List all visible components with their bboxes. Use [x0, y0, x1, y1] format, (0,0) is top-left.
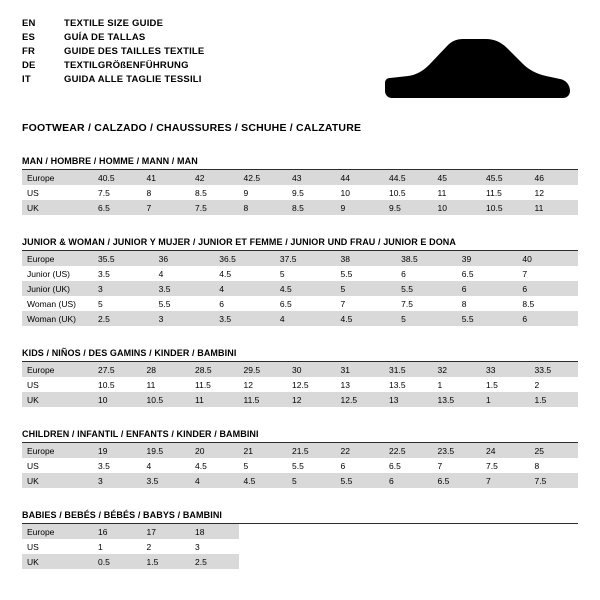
- size-cell: 4: [190, 473, 239, 488]
- size-cell: 4.5: [275, 281, 336, 296]
- language-title-table: [22, 18, 204, 88]
- size-cell: 22: [336, 443, 385, 458]
- size-cell: 7.5: [93, 185, 142, 200]
- size-cell-empty: [336, 554, 385, 569]
- language-row: [22, 74, 204, 88]
- language-code: FR: [22, 46, 36, 57]
- size-cell: 5: [239, 458, 288, 473]
- size-cell-empty: [239, 539, 288, 554]
- size-cell: 17: [142, 524, 191, 539]
- size-cell: 19: [93, 443, 142, 458]
- size-cell: 12.5: [287, 377, 336, 392]
- group-title: CHILDREN / INFANTIL / ENFANTS / KINDER / BAMBINI: [22, 429, 578, 443]
- size-group-children: [22, 429, 578, 488]
- size-cell-empty: [336, 539, 385, 554]
- table-row: [22, 554, 578, 569]
- language-row: [22, 46, 204, 60]
- row-label: Europe: [22, 170, 93, 185]
- size-cell: 1: [433, 377, 482, 392]
- size-cell: 3: [190, 539, 239, 554]
- size-cell: 21: [239, 443, 288, 458]
- size-cell: 4: [154, 266, 215, 281]
- size-cell: 5.5: [154, 296, 215, 311]
- size-cell: 7.5: [530, 473, 579, 488]
- size-cell-empty: [336, 524, 385, 539]
- group-title: JUNIOR & WOMAN / JUNIOR Y MUJER / JUNIOR ET FEMME / JUNIOR UND FRAU / JUNIOR E DONA: [22, 237, 578, 251]
- size-cell: 13.5: [384, 377, 433, 392]
- row-label: Europe: [22, 443, 93, 458]
- size-cell-empty: [287, 554, 336, 569]
- size-cell: 5: [396, 311, 457, 326]
- size-cell: 19.5: [142, 443, 191, 458]
- size-cell: 0.5: [93, 554, 142, 569]
- size-cell: 25: [530, 443, 579, 458]
- size-cell: 11.5: [190, 377, 239, 392]
- size-cell: 22.5: [384, 443, 433, 458]
- page-title: FOOTWEAR / CALZADO / CHAUSSURES / SCHUHE / CALZATURE: [22, 122, 362, 134]
- size-cell: 32: [433, 362, 482, 377]
- language-title: TEXTILGRÖßENFÜHRUNG: [64, 60, 189, 71]
- table-row: [22, 473, 578, 488]
- size-cell: 35.5: [93, 251, 154, 266]
- size-cell: 1.5: [530, 392, 579, 407]
- size-cell: 11: [433, 185, 482, 200]
- size-cell: 3.5: [93, 458, 142, 473]
- size-cell: 27.5: [93, 362, 142, 377]
- table-row: [22, 362, 578, 377]
- size-cell: 44: [336, 170, 385, 185]
- size-cell: 3: [93, 281, 154, 296]
- size-cell: 6.5: [275, 296, 336, 311]
- size-cell: 6.5: [433, 473, 482, 488]
- size-cell: 42: [190, 170, 239, 185]
- size-cell-empty: [287, 539, 336, 554]
- size-cell: 11.5: [239, 392, 288, 407]
- size-cell-empty: [287, 524, 336, 539]
- size-cell: 3: [93, 473, 142, 488]
- language-title: GUIDE DES TAILLES TEXTILE: [64, 46, 205, 57]
- group-title: BABIES / BEBÉS / BÉBÉS / BABYS / BAMBINI: [22, 510, 578, 524]
- size-cell: 7.5: [396, 296, 457, 311]
- row-label: Europe: [22, 362, 93, 377]
- size-cell: 1.5: [481, 377, 530, 392]
- table-row: [22, 185, 578, 200]
- size-cell: 7: [517, 266, 578, 281]
- size-cell-empty: [433, 554, 482, 569]
- size-cell: 3: [154, 311, 215, 326]
- size-cell: 8: [457, 296, 518, 311]
- row-label: Europe: [22, 251, 93, 266]
- size-cell: 20: [190, 443, 239, 458]
- size-cell: 33: [481, 362, 530, 377]
- language-code: ES: [22, 32, 36, 43]
- table-row: [22, 200, 578, 215]
- size-cell: 2: [530, 377, 579, 392]
- size-cell: 11: [190, 392, 239, 407]
- size-table-kids: [22, 362, 578, 407]
- size-cell: 4: [275, 311, 336, 326]
- size-cell: 4: [142, 458, 191, 473]
- size-cell-empty: [433, 524, 482, 539]
- size-table-babies: [22, 524, 578, 569]
- size-cell: 4.5: [190, 458, 239, 473]
- size-cell: 7.5: [190, 200, 239, 215]
- size-cell: 23.5: [433, 443, 482, 458]
- row-label: Woman (UK): [22, 311, 93, 326]
- size-cell: 21.5: [287, 443, 336, 458]
- size-cell: 9.5: [287, 185, 336, 200]
- table-row: [22, 524, 578, 539]
- size-cell: 31: [336, 362, 385, 377]
- size-cell: 6.5: [384, 458, 433, 473]
- size-cell: 10: [433, 200, 482, 215]
- row-label: Junior (US): [22, 266, 93, 281]
- size-cell: 8: [530, 458, 579, 473]
- size-cell: 4: [214, 281, 275, 296]
- language-row: [22, 60, 204, 74]
- language-code: IT: [22, 74, 31, 85]
- size-cell: 2: [142, 539, 191, 554]
- size-group-babies: [22, 510, 578, 569]
- table-row: [22, 170, 578, 185]
- size-cell: 39: [457, 251, 518, 266]
- size-group-man: [22, 156, 578, 215]
- size-cell: 36.5: [214, 251, 275, 266]
- size-cell-empty: [239, 524, 288, 539]
- size-cell: 5.5: [287, 458, 336, 473]
- size-cell: 1: [93, 539, 142, 554]
- size-cell: 1: [481, 392, 530, 407]
- row-label: US: [22, 458, 93, 473]
- size-cell: 16: [93, 524, 142, 539]
- size-cell: 8.5: [287, 200, 336, 215]
- row-label: UK: [22, 554, 93, 569]
- language-row: [22, 18, 204, 32]
- table-row: [22, 251, 578, 266]
- size-cell: 6: [396, 266, 457, 281]
- size-cell: 13: [336, 377, 385, 392]
- row-label: US: [22, 185, 93, 200]
- row-label: US: [22, 539, 93, 554]
- table-row: [22, 266, 578, 281]
- size-cell-empty: [481, 539, 530, 554]
- group-title: MAN / HOMBRE / HOMME / MANN / MAN: [22, 156, 578, 170]
- size-cell: 12: [287, 392, 336, 407]
- language-title: GUÍA DE TALLAS: [64, 32, 146, 43]
- size-cell: 8: [142, 185, 191, 200]
- size-cell-empty: [433, 539, 482, 554]
- size-cell: 6.5: [93, 200, 142, 215]
- size-cell: 2.5: [190, 554, 239, 569]
- size-cell: 40.5: [93, 170, 142, 185]
- size-cell: 2.5: [93, 311, 154, 326]
- language-title: GUIDA ALLE TAGLIE TESSILI: [64, 74, 202, 85]
- page-header: [22, 18, 578, 106]
- size-cell: 9.5: [384, 200, 433, 215]
- size-cell: 38.5: [396, 251, 457, 266]
- row-label: US: [22, 377, 93, 392]
- size-cell: 46: [530, 170, 579, 185]
- size-cell: 10.5: [384, 185, 433, 200]
- size-cell: 28.5: [190, 362, 239, 377]
- size-cell: 11: [142, 377, 191, 392]
- size-cell: 31.5: [384, 362, 433, 377]
- dress-shoe-icon: [382, 36, 572, 102]
- size-cell: 37.5: [275, 251, 336, 266]
- size-cell: 7: [481, 473, 530, 488]
- size-cell-empty: [384, 554, 433, 569]
- size-cell: 3.5: [154, 281, 215, 296]
- size-cell: 7: [433, 458, 482, 473]
- size-cell: 6: [457, 281, 518, 296]
- group-title: KIDS / NIÑOS / DES GAMINS / KINDER / BAMBINI: [22, 348, 578, 362]
- table-row: [22, 296, 578, 311]
- size-cell: 6: [336, 458, 385, 473]
- size-cell-empty: [530, 524, 579, 539]
- size-cell: 6: [214, 296, 275, 311]
- row-label: UK: [22, 392, 93, 407]
- size-cell: 18: [190, 524, 239, 539]
- size-cell-empty: [530, 539, 579, 554]
- row-label: Junior (UK): [22, 281, 93, 296]
- size-cell: 10: [93, 392, 142, 407]
- size-cell: 43: [287, 170, 336, 185]
- size-cell: 8.5: [517, 296, 578, 311]
- size-cell: 6: [517, 281, 578, 296]
- size-cell: 10.5: [93, 377, 142, 392]
- size-cell: 3.5: [142, 473, 191, 488]
- size-cell: 29.5: [239, 362, 288, 377]
- table-row: [22, 539, 578, 554]
- size-cell: 5: [336, 281, 397, 296]
- size-cell: 44.5: [384, 170, 433, 185]
- size-cell-empty: [530, 554, 579, 569]
- language-title: TEXTILE SIZE GUIDE: [64, 18, 164, 29]
- size-cell: 10.5: [142, 392, 191, 407]
- table-row: [22, 392, 578, 407]
- size-cell: 5: [287, 473, 336, 488]
- size-cell: 45.5: [481, 170, 530, 185]
- size-group-junior-woman: [22, 237, 578, 326]
- size-cell: 33.5: [530, 362, 579, 377]
- size-cell: 12: [239, 377, 288, 392]
- size-cell: 11: [530, 200, 579, 215]
- size-cell: 5.5: [457, 311, 518, 326]
- table-row: [22, 458, 578, 473]
- size-cell: 3.5: [214, 311, 275, 326]
- size-cell: 7: [336, 296, 397, 311]
- size-cell: 8: [239, 200, 288, 215]
- size-cell: 13.5: [433, 392, 482, 407]
- table-row: [22, 311, 578, 326]
- language-code: EN: [22, 18, 36, 29]
- size-cell: 10: [336, 185, 385, 200]
- size-cell: 12: [530, 185, 579, 200]
- size-cell-empty: [384, 539, 433, 554]
- size-cell: 3.5: [93, 266, 154, 281]
- size-cell: 4.5: [239, 473, 288, 488]
- size-cell: 7: [142, 200, 191, 215]
- size-cell: 36: [154, 251, 215, 266]
- size-table-man: [22, 170, 578, 215]
- size-cell: 5: [275, 266, 336, 281]
- table-row: [22, 443, 578, 458]
- size-cell: 40: [517, 251, 578, 266]
- size-table-children: [22, 443, 578, 488]
- size-cell: 24: [481, 443, 530, 458]
- size-cell: 4.5: [336, 311, 397, 326]
- size-cell: 5.5: [396, 281, 457, 296]
- size-cell: 41: [142, 170, 191, 185]
- size-cell: 5.5: [336, 473, 385, 488]
- language-row: [22, 32, 204, 46]
- size-cell: 8.5: [190, 185, 239, 200]
- size-cell-empty: [239, 554, 288, 569]
- size-cell: 10.5: [481, 200, 530, 215]
- size-cell: 6: [384, 473, 433, 488]
- size-cell: 9: [239, 185, 288, 200]
- size-cell: 13: [384, 392, 433, 407]
- size-cell: 42.5: [239, 170, 288, 185]
- size-cell: 7.5: [481, 458, 530, 473]
- size-cell: 6.5: [457, 266, 518, 281]
- size-cell: 1.5: [142, 554, 191, 569]
- language-code: DE: [22, 60, 36, 71]
- size-cell: 6: [517, 311, 578, 326]
- size-cell: 4.5: [214, 266, 275, 281]
- size-cell: 30: [287, 362, 336, 377]
- row-label: Woman (US): [22, 296, 93, 311]
- table-row: [22, 377, 578, 392]
- size-cell: 28: [142, 362, 191, 377]
- size-cell: 9: [336, 200, 385, 215]
- size-table-junior-woman: [22, 251, 578, 326]
- size-cell-empty: [481, 524, 530, 539]
- size-cell: 12.5: [336, 392, 385, 407]
- size-cell: 38: [336, 251, 397, 266]
- table-row: [22, 281, 578, 296]
- size-cell: 5: [93, 296, 154, 311]
- row-label: Europe: [22, 524, 93, 539]
- row-label: UK: [22, 200, 93, 215]
- size-cell: 5.5: [336, 266, 397, 281]
- size-group-kids: [22, 348, 578, 407]
- row-label: UK: [22, 473, 93, 488]
- size-cell: 11.5: [481, 185, 530, 200]
- size-cell-empty: [384, 524, 433, 539]
- size-cell: 45: [433, 170, 482, 185]
- size-cell-empty: [481, 554, 530, 569]
